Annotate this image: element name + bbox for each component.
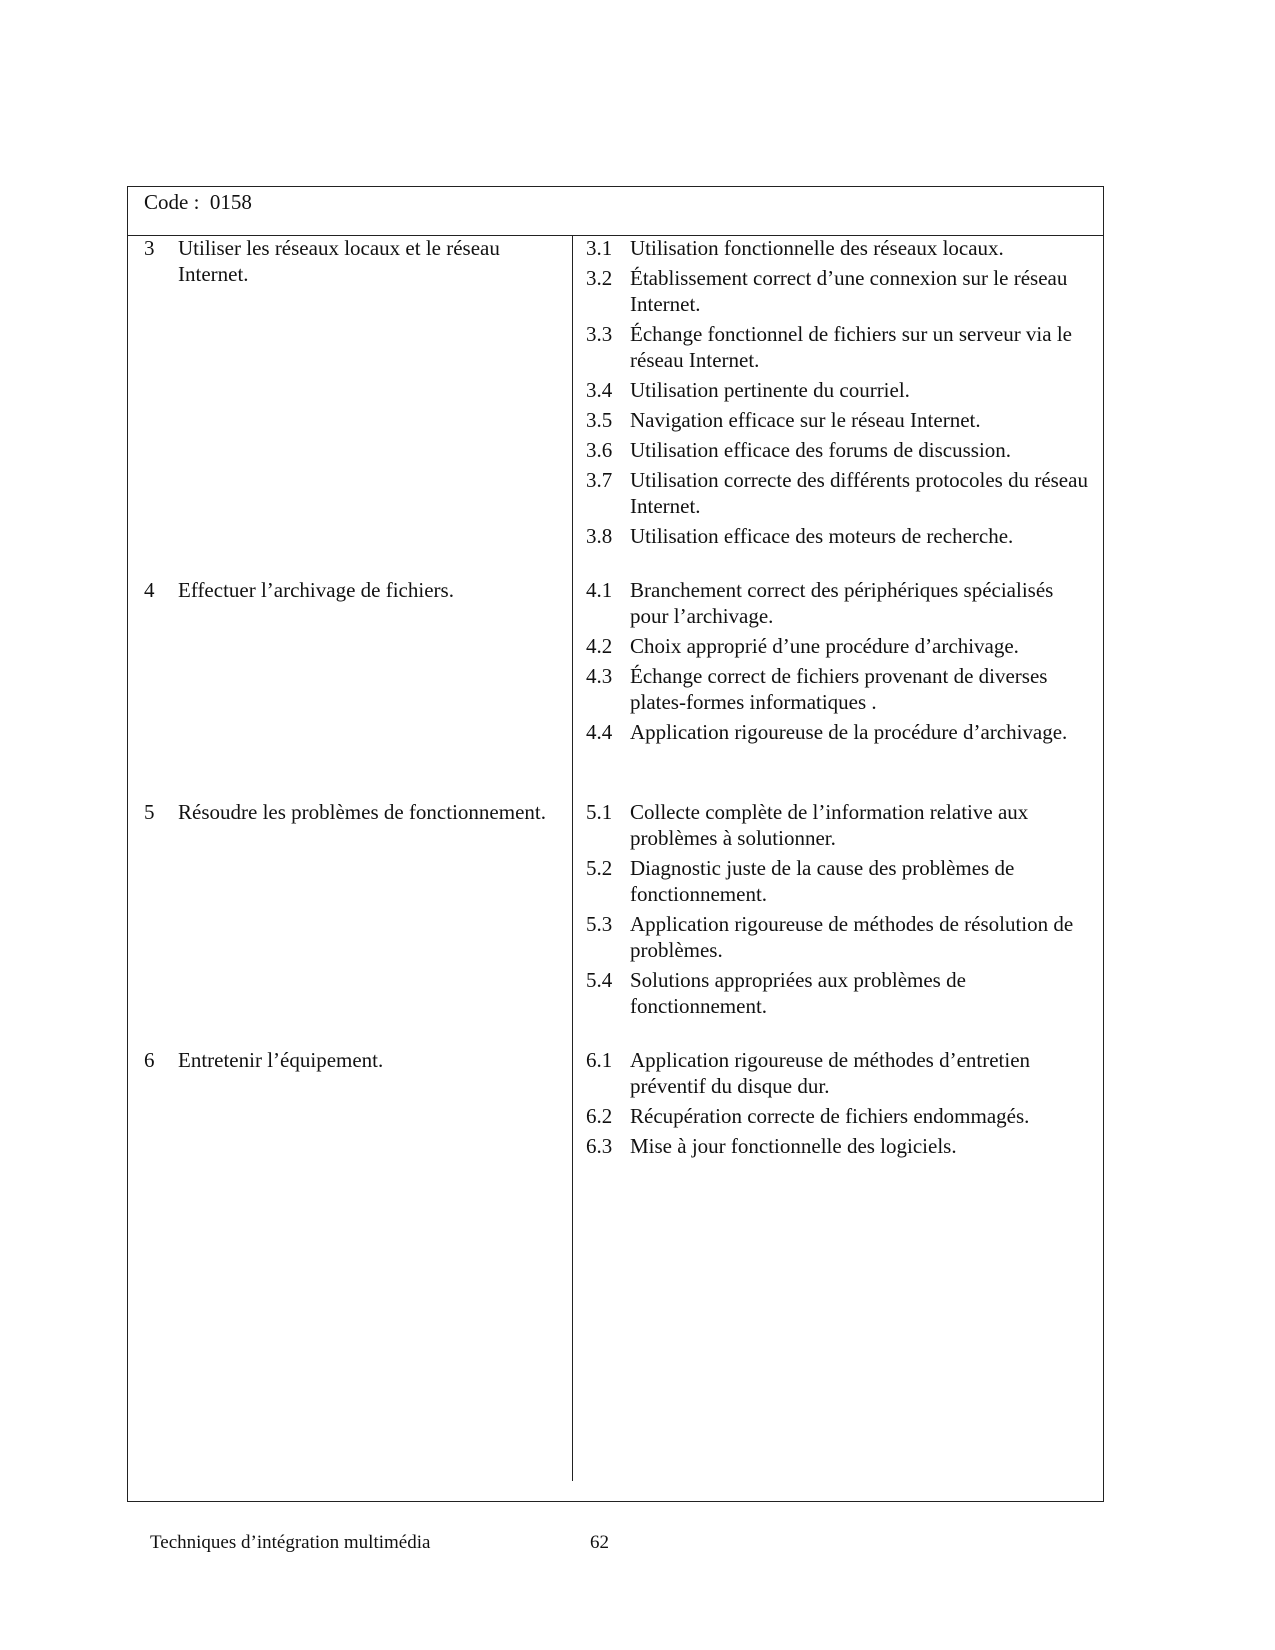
criterion-number: 6.1 (586, 1048, 613, 1072)
criterion-text: Récupération correcte de fichiers endommagés. (630, 1104, 1030, 1128)
criterion-text: Collecte complète de l’information relative aux problèmes à solutionner. (630, 800, 1029, 850)
criterion-text: Utilisation efficace des forums de discussion. (630, 438, 1012, 462)
criterion-item (586, 265, 1096, 317)
criterion-item (586, 1133, 1096, 1159)
criterion-number: 3.2 (586, 266, 613, 290)
criterion-text: Échange fonctionnel de fichiers sur un serveur via le réseau Internet. (630, 322, 1072, 372)
criterion-number: 3.5 (586, 408, 613, 432)
criterion-text: Mise à jour fonctionnelle des logiciels. (630, 1134, 957, 1158)
criterion-number: 3.4 (586, 378, 613, 402)
competency-table (127, 186, 1104, 1502)
criterion-number: 4.2 (586, 634, 613, 658)
criterion-item (586, 523, 1096, 549)
criterion-item (586, 437, 1096, 463)
criterion-text: Solutions appropriées aux problèmes de fonctionnement. (630, 968, 966, 1018)
criterion-item (586, 855, 1096, 907)
criterion-item (586, 663, 1096, 715)
criterion-item (586, 235, 1096, 261)
criteria-cell (586, 577, 1096, 749)
criterion-item (586, 407, 1096, 433)
criterion-item (586, 1103, 1096, 1129)
criterion-text: Choix approprié d’une procédure d’archivage. (630, 634, 1019, 658)
criterion-text: Utilisation pertinente du courriel. (630, 378, 910, 402)
criterion-text: Utilisation correcte des différents protocoles du réseau Internet. (630, 468, 1088, 518)
criterion-text: Branchement correct des périphériques spécialisés pour l’archivage. (630, 578, 1054, 628)
code-header-row (128, 187, 1103, 236)
criterion-number: 3.1 (586, 236, 613, 260)
criteria-cell (586, 1047, 1096, 1163)
element-number: 4 (144, 578, 155, 602)
element-text: Utiliser les réseaux locaux et le réseau Internet. (178, 236, 500, 286)
element-number: 3 (144, 236, 155, 260)
element-number: 5 (144, 800, 155, 824)
column-divider (572, 235, 573, 1481)
criterion-item (586, 467, 1096, 519)
element-number: 6 (144, 1048, 155, 1072)
criterion-text: Application rigoureuse de méthodes de résolution de problèmes. (630, 912, 1074, 962)
criterion-text: Utilisation efficace des moteurs de recherche. (630, 524, 1014, 548)
criterion-number: 3.7 (586, 468, 613, 492)
criterion-number: 5.1 (586, 800, 613, 824)
criterion-number: 3.8 (586, 524, 613, 548)
criterion-number: 3.3 (586, 322, 613, 346)
criterion-item (586, 799, 1096, 851)
criterion-number: 6.3 (586, 1134, 613, 1158)
code-label (144, 189, 252, 215)
criterion-number: 4.4 (586, 720, 613, 744)
criterion-text: Application rigoureuse de méthodes d’entretien préventif du disque dur. (630, 1048, 1031, 1098)
criteria-cell (586, 235, 1096, 553)
criterion-item (586, 967, 1096, 1019)
criterion-item (586, 719, 1096, 745)
element-text: Entretenir l’équipement. (178, 1048, 384, 1072)
criterion-text: Échange correct de fichiers provenant de diverses plates-formes informatiques . (630, 664, 1048, 714)
criterion-item (586, 633, 1096, 659)
criterion-item (586, 911, 1096, 963)
criterion-text: Utilisation fonctionnelle des réseaux locaux. (630, 236, 1004, 260)
criterion-text: Diagnostic juste de la cause des problèmes de fonctionnement. (630, 856, 1015, 906)
criteria-cell (586, 799, 1096, 1023)
criterion-text: Navigation efficace sur le réseau Internet. (630, 408, 981, 432)
element-text: Effectuer l’archivage de fichiers. (178, 578, 454, 602)
criterion-number: 3.6 (586, 438, 613, 462)
criterion-item (586, 377, 1096, 403)
criterion-number: 4.1 (586, 578, 613, 602)
code-value: 0158 (209, 190, 252, 214)
criterion-text: Application rigoureuse de la procédure d’archivage. (630, 720, 1068, 744)
criterion-item (586, 1047, 1096, 1099)
element-text: Résoudre les problèmes de fonctionnement. (178, 800, 546, 824)
criterion-number: 4.3 (586, 664, 613, 688)
criterion-number: 5.2 (586, 856, 613, 880)
criterion-number: 5.3 (586, 912, 613, 936)
criterion-item (586, 577, 1096, 629)
footer-document-title: Techniques d’intégration multimédia (150, 1532, 431, 1553)
criterion-number: 5.4 (586, 968, 613, 992)
footer-page-number: 62 (590, 1532, 609, 1553)
criterion-number: 6.2 (586, 1104, 613, 1128)
criterion-item (586, 321, 1096, 373)
criterion-text: Établissement correct d’une connexion sur le réseau Internet. (630, 266, 1068, 316)
code-label-text: Code : (144, 190, 200, 214)
